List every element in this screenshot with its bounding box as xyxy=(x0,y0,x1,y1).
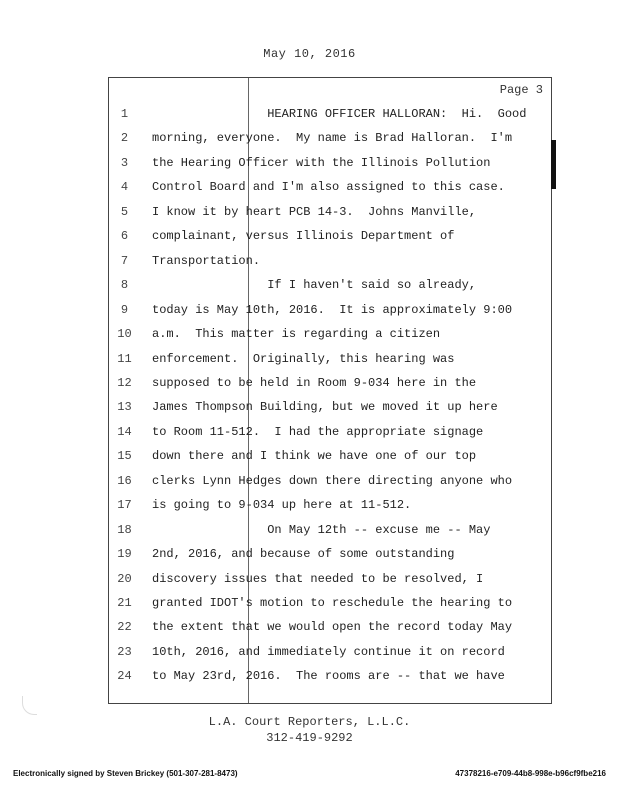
line-text: complainant, versus Illinois Department of xyxy=(152,229,455,243)
margin-bar xyxy=(551,140,556,189)
line-number: 3 xyxy=(120,156,129,170)
line-number: 23 xyxy=(117,645,132,659)
line-number: 21 xyxy=(117,596,132,610)
line-number: 20 xyxy=(117,572,132,586)
page-number: Page 3 xyxy=(499,83,543,97)
header-date: May 10, 2016 xyxy=(263,47,356,61)
line-text: HEARING OFFICER HALLORAN: Hi. Good xyxy=(152,107,527,121)
footer-phone: 312-419-9292 xyxy=(266,731,353,745)
line-text: granted IDOT's motion to reschedule the hearing to xyxy=(152,596,513,610)
line-text: is going to 9-034 up here at 11-512. xyxy=(152,498,412,512)
line-number: 6 xyxy=(120,229,129,243)
line-number: 19 xyxy=(117,547,132,561)
line-text: If I haven't said so already, xyxy=(152,278,477,292)
line-number: 1 xyxy=(120,107,129,121)
line-text: Transportation. xyxy=(152,254,261,268)
line-text: down there and I think we have one of our top xyxy=(152,449,477,463)
line-number: 11 xyxy=(117,352,132,366)
scan-smudge xyxy=(22,696,37,715)
line-number: 4 xyxy=(120,180,129,194)
line-number: 22 xyxy=(117,620,132,634)
line-number: 9 xyxy=(120,303,129,317)
line-text: Control Board and I'm also assigned to this case. xyxy=(152,180,505,194)
line-number: 2 xyxy=(120,131,129,145)
line-text: enforcement. Originally, this hearing was xyxy=(152,352,455,366)
line-number: 16 xyxy=(117,474,132,488)
line-number: 18 xyxy=(117,523,132,537)
line-text: today is May 10th, 2016. It is approximately 9:00 xyxy=(152,303,513,317)
line-number: 24 xyxy=(117,669,132,683)
footer-firm: L.A. Court Reporters, L.L.C. xyxy=(208,715,411,729)
line-number: 13 xyxy=(117,400,132,414)
line-number: 7 xyxy=(120,254,129,268)
e-signature: Electronically signed by Steven Brickey (501-307-281-8473) xyxy=(13,769,238,778)
line-text: the Hearing Officer with the Illinois Pollution xyxy=(152,156,491,170)
line-number: 10 xyxy=(117,327,132,341)
line-text: On May 12th -- excuse me -- May xyxy=(152,523,491,537)
line-text: a.m. This matter is regarding a citizen xyxy=(152,327,441,341)
line-text: the extent that we would open the record today May xyxy=(152,620,513,634)
line-number: 12 xyxy=(117,376,132,390)
line-text: to May 23rd, 2016. The rooms are -- that we have xyxy=(152,669,505,683)
line-text: clerks Lynn Hedges down there directing anyone who xyxy=(152,474,513,488)
line-text: 2nd, 2016, and because of some outstanding xyxy=(152,547,455,561)
line-text: James Thompson Building, but we moved it up here xyxy=(152,400,498,414)
line-text: I know it by heart PCB 14-3. Johns Manville, xyxy=(152,205,477,219)
line-text: supposed to be held in Room 9-034 here in the xyxy=(152,376,477,390)
line-number: 8 xyxy=(120,278,129,292)
line-text: to Room 11-512. I had the appropriate signage xyxy=(152,425,484,439)
line-text: morning, everyone. My name is Brad Halloran. I'm xyxy=(152,131,513,145)
line-text: discovery issues that needed to be resolved, I xyxy=(152,572,484,586)
line-number: 17 xyxy=(117,498,132,512)
line-number: 5 xyxy=(120,205,129,219)
document-id: 47378216-e709-44b8-998e-b96cf9fbe216 xyxy=(455,769,606,778)
line-text: 10th, 2016, and immediately continue it on record xyxy=(152,645,505,659)
line-number: 15 xyxy=(117,449,132,463)
line-number: 14 xyxy=(117,425,132,439)
